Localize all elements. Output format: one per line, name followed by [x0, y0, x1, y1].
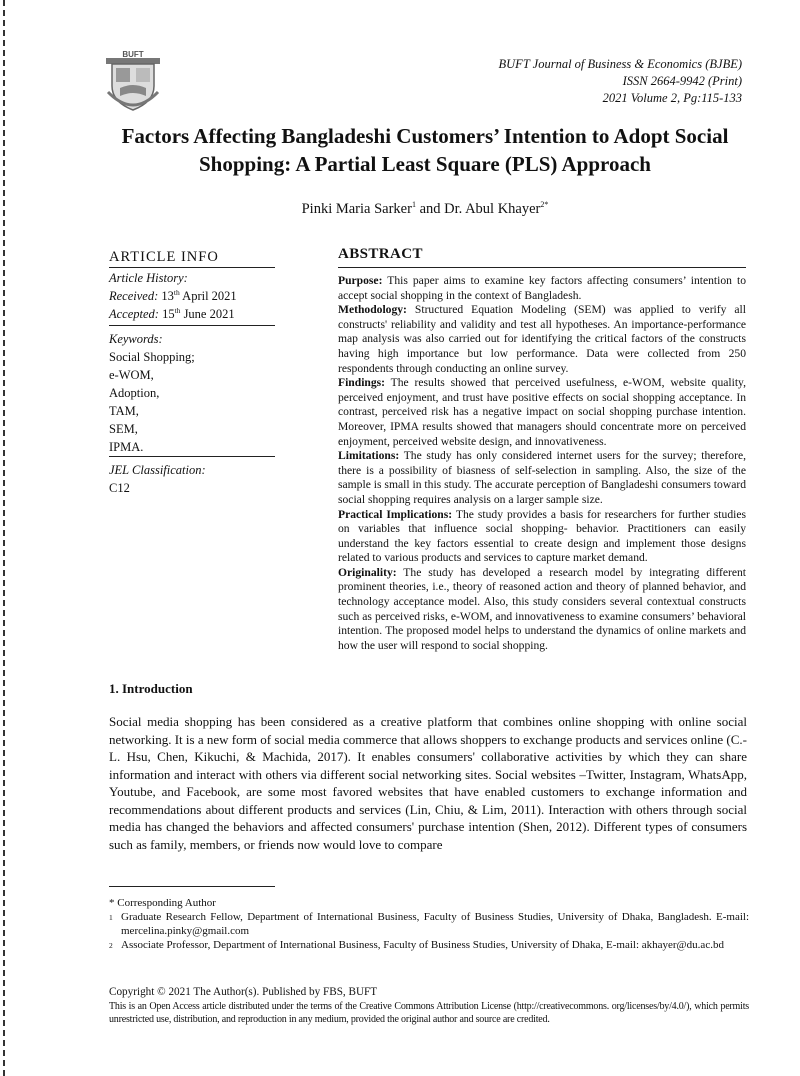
abstract-heading: ABSTRACT	[338, 246, 423, 262]
abstract-body	[338, 274, 746, 653]
findings-text: The results showed that perceived usefulness, e-WOM, website quality, perceived enjoyment, and trust have positive effects on social shopping acceptance. In contrast, perceived risk has a negative impact on social shopping purchase intention. Moreover, IPMA results showed that managers should concentrate more on perceived enjoyment, perceived website design, and innovativeness.	[338, 376, 746, 448]
section-heading: 1. Introduction	[109, 681, 193, 696]
history-rule	[109, 325, 275, 326]
received-rest: April 2021	[179, 289, 237, 303]
author-1-mark: 1	[411, 200, 416, 210]
page-cut-line	[3, 0, 5, 1076]
limitations-text: The study has only considered internet users for the survey; therefore, there is a possibility of biasness of self-selection in sampling. Also, the size of the sample is small in this study. The accurate perception of Bangladeshi consumers toward social shopping requires analysis on a larger sample size.	[338, 449, 746, 506]
title-line-2: Shopping: A Partial Least Square (PLS) Approach	[199, 152, 651, 176]
history-label: Article History:	[109, 271, 188, 285]
keyword-item: Adoption,	[109, 386, 160, 400]
keyword-item: Social Shopping;	[109, 350, 195, 364]
article-history	[109, 269, 237, 323]
authors	[100, 201, 750, 218]
method-text: Structured Equation Modeling (SEM) was applied to verify all constructs' reliability and validity and test all hypotheses. An importance-performance map analysis was also carried out for identifying the critical factors of the constructs having high importance but low performance. Data were collected from 250 respondents through conducting an online survey.	[338, 303, 746, 375]
originality-label: Originality:	[338, 565, 397, 579]
license-text: This is an Open Access article distributed under the terms of the Creative Commons Attribution License (http://creativecommons. org/licenses/by/4.0/), which permits unrestricted use, distribution, and reproduction in any medium, provided the original author and source are credited.	[109, 1001, 749, 1025]
title-line-1: Factors Affecting Bangladeshi Customers’ Intention to Adopt Social	[121, 124, 729, 148]
article-info-heading: ARTICLE INFO	[109, 249, 219, 265]
keyword-item: SEM,	[109, 422, 138, 436]
accepted-rest: June 2021	[180, 307, 235, 321]
logo-text: BUFT	[122, 50, 144, 59]
author-1: Pinki Maria Sarker	[301, 201, 412, 217]
received-sup: th	[173, 287, 180, 297]
footnote-2-num: 2	[109, 941, 113, 950]
purpose-text: This paper aims to examine key factors affecting consumers’ intention to accept social shopping in the context of Bangladesh.	[338, 274, 746, 302]
keywords-block	[109, 330, 195, 456]
footnote-rule	[109, 886, 275, 887]
practical-label: Practical Implications:	[338, 507, 453, 521]
footnote-1	[109, 911, 749, 938]
received-line	[109, 287, 237, 305]
abstract-findings	[338, 376, 746, 449]
abstract-purpose	[338, 274, 746, 303]
paper-title	[100, 122, 750, 178]
author-2-mark: 2*	[540, 200, 549, 210]
keyword-item: TAM,	[109, 404, 139, 418]
introduction-body	[109, 713, 747, 853]
corresponding-author-note: * Corresponding Author	[109, 897, 216, 909]
journal-volume: 2021 Volume 2, Pg:115-133	[602, 91, 742, 105]
footnote-1-num: 1	[109, 913, 113, 922]
received-day: 13	[158, 289, 174, 303]
footnote-1-text: Graduate Research Fellow, Department of International Business, Faculty of Business Studies, University of Dhaka, Bangladesh. E-mail: mercelina.pinky@gmail.com	[121, 911, 749, 937]
keyword-item: e-WOM,	[109, 368, 154, 382]
findings-label: Findings:	[338, 376, 386, 390]
author-2: and Dr. Abul Khayer	[415, 201, 541, 217]
limitations-label: Limitations:	[338, 449, 400, 463]
footnote-2	[109, 939, 749, 953]
journal-info	[499, 56, 742, 107]
practical-text: The study provides a basis for researchers for further studies on variables that influence social shopping- behavior. Practitioners can easily understand the key factors essential to create design and implement those designs related to various products and services to capture market demand.	[338, 507, 746, 565]
abstract-practical	[338, 508, 746, 566]
method-label: Methodology:	[338, 303, 407, 317]
keywords-rule	[109, 456, 275, 457]
journal-name: BUFT Journal of Business & Economics (BJBE)	[498, 57, 742, 71]
accepted-sup: th	[174, 305, 181, 315]
keywords-label: Keywords:	[109, 332, 163, 346]
jel-value: C12	[109, 481, 130, 495]
intro-paragraph: Social media shopping has been considered as a creative platform that combines online shopping with online social networking. It is a new form of social media commerce that allows shoppers to exchange products and services online (C.-L. Hsu, Chen, Kikuchi, & Machida, 2017). It enables consumers' collaborative activities by which they can share information and interact with others via different social networking sites. Social websites –Twitter, Instagram, WhatsApp, Youtube, and Facebook, are some most favored websites that have enabled customers to exchange information and recommendations about different products and services (Lin, Chiu, & Lim, 2011). Interaction with others through social media has changed the behaviors and affected consumers' purchase intention (Shen, 2012). Different types of consumers such as family, members, or friends now would love to compare	[109, 714, 747, 852]
keyword-item: IPMA.	[109, 440, 144, 454]
abstract-methodology	[338, 303, 746, 376]
copyright: Copyright © 2021 The Author(s). Published by FBS, BUFT	[109, 986, 378, 998]
originality-text: The study has developed a research model by integrating different prominent theories, i.e., theory of reasoned action and theory of planned behavior, and technology acceptance model. Also, this study considers several contextual constructs such as perceived risks, e-WOM, and innovativeness to examine consumers’ behavioral intention. The proposed model helps to understand the dynamics of online markets and how the user will respond to social shopping.	[338, 565, 746, 652]
jel-label: JEL Classification:	[109, 463, 206, 477]
jel-block	[109, 461, 206, 497]
abstract-originality	[338, 566, 746, 654]
received-label: Received:	[109, 289, 159, 303]
buft-logo	[100, 48, 166, 114]
accepted-day: 15	[158, 307, 175, 321]
accepted-line	[109, 305, 237, 323]
purpose-label: Purpose:	[338, 274, 383, 287]
footnote-2-text: Associate Professor, Department of International Business, Faculty of Business Studies, University of Dhaka, E-mail: akhayer@du.ac.bd	[121, 939, 724, 951]
article-info-rule	[109, 267, 275, 268]
abstract-rule	[338, 267, 746, 268]
journal-issn: ISSN 2664-9942 (Print)	[622, 74, 742, 88]
abstract-limitations	[338, 449, 746, 507]
accepted-label: Accepted:	[109, 307, 159, 321]
